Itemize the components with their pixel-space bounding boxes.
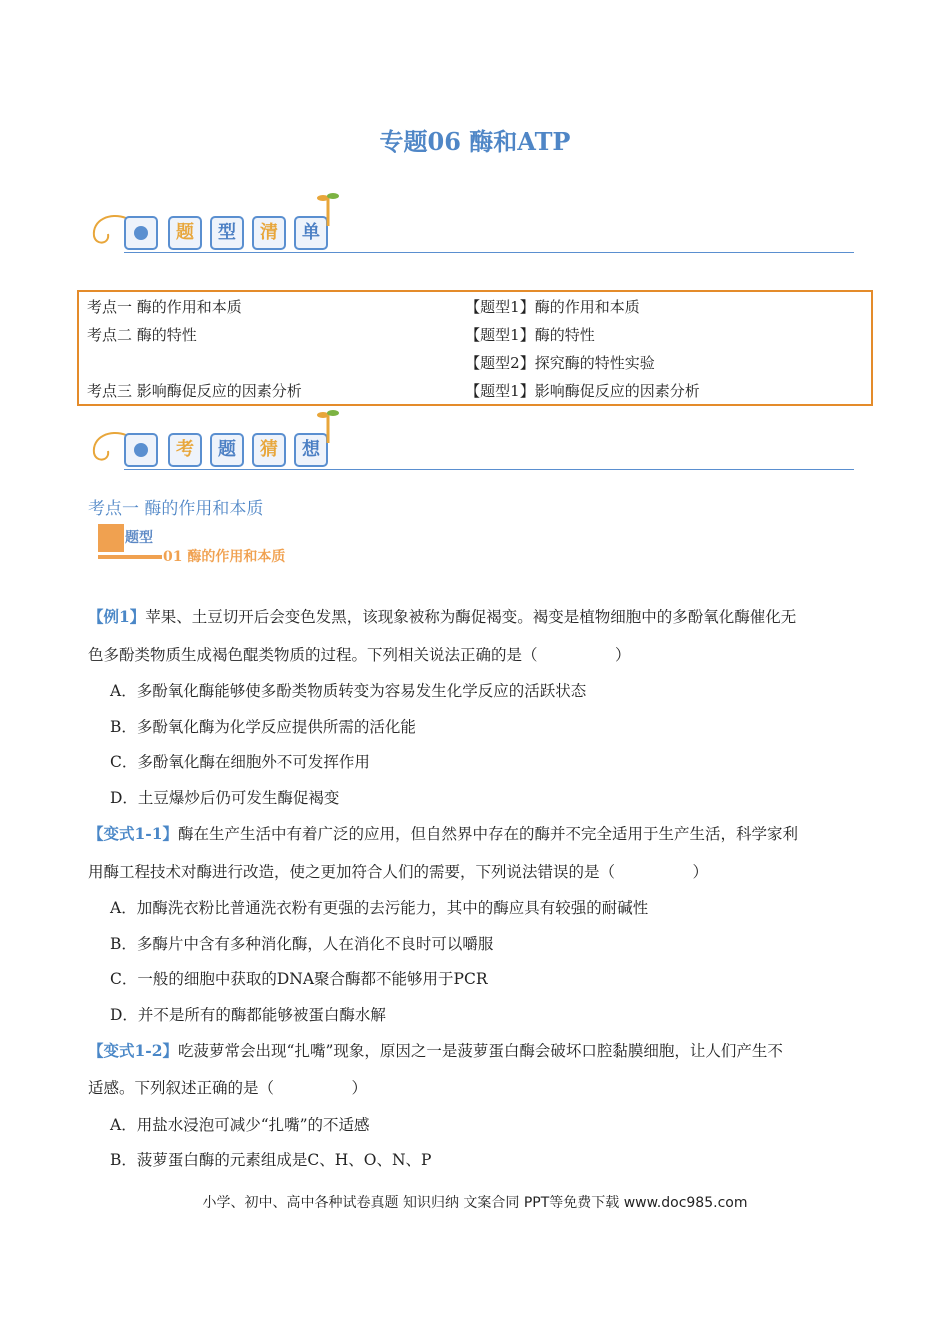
banner-char-3: 猜 [252,433,286,467]
banner-char-2: 题 [210,433,244,467]
option-c: C．一般的细胞中获取的DNA聚合酶都不能够用于PCR [110,970,488,988]
option-b: B．多酚氧化酶为化学反应提供所需的活化能 [110,718,416,736]
page-title: 专题06 酶和ATP [379,127,571,156]
topic-cell [78,348,465,376]
question-line: 色多酚类物质生成褐色醌类物质的过程。下列相关说法正确的是（ ） [88,646,631,664]
question-text: 苹果、土豆切开后会变色发黑，该现象被称为酶促褐变。褐变是植物细胞中的多酚氧化酶催化无 [145,608,797,626]
option-b: B．菠萝蛋白酶的元素组成是C、H、O、N、P [110,1151,432,1169]
option-b: B．多酶片中含有多种消化酶，人在消化不良时可以嚼服 [110,935,494,953]
badge-label: 题型 [125,530,153,546]
question-line [88,1041,858,1061]
question-tag: 【变式1-2】 [88,1041,179,1060]
question-line: 用酶工程技术对酶进行改造，使之更加符合人们的需要，下列说法错误的是（ ） [88,863,709,881]
option-a: A．用盐水浸泡可减少“扎嘴”的不适感 [110,1116,370,1134]
topic-list [77,290,873,406]
question-line: 适感。下列叙述正确的是（ ） [88,1079,368,1097]
list-row [78,291,872,320]
list-row [78,320,872,348]
type-cell: 【题型2】探究酶的特性实验 [465,353,655,372]
question-text: 吃菠萝常会出现“扎嘴”现象，原因之一是菠萝蛋白酶会破坏口腔黏膜细胞，让人们产生不 [178,1042,783,1060]
sprout-icon [316,188,340,228]
question-tag: 【例1】 [88,607,146,626]
banner-rule [124,252,854,253]
banner-char-2: 型 [210,216,244,250]
type-cell: 【题型1】影响酶促反应的因素分析 [465,381,700,400]
option-a: A．多酚氧化酶能够使多酚类物质转变为容易发生化学反应的活跃状态 [110,682,587,700]
curl-decoration-icon [88,425,128,465]
list-row [78,348,872,376]
banner-char-1: 题 [168,216,202,250]
question-text: 酶在生产生活中有着广泛的应用，但自然界中存在的酶并不完全适用于生产生活，科学家利 [178,825,799,843]
option-a: A．加酶洗衣粉比普通洗衣粉有更强的去污能力，其中的酶应具有较强的耐碱性 [110,899,649,917]
banner-char-1: 考 [168,433,202,467]
type-cell: 【题型1】酶的作用和本质 [465,297,640,316]
curl-decoration-icon [88,208,128,248]
circle-dot-icon [124,433,158,467]
option-d: D．土豆爆炒后仍可发生酶促褐变 [110,789,340,807]
question-type-badge [98,524,308,564]
page-footer: 小学、初中、高中各种试卷真题 知识归纳 文案合同 PPT等免费下载 www.doc985.com [202,1195,748,1211]
banner-char-4: 单 [294,216,328,250]
banner-char-4: 想 [294,433,328,467]
section-banner-predictions [88,405,854,475]
badge-block-icon [98,524,124,552]
badge-text: 01 酶的作用和本质 [163,549,286,565]
badge-bar [98,555,162,559]
topic-cell: 考点三 影响酶促反应的因素分析 [87,381,302,400]
list-row [78,376,872,405]
section-banner-question-types [88,188,854,258]
question-line [88,607,858,627]
circle-dot-icon [124,216,158,250]
question-line [88,824,858,844]
section-heading: 考点一 酶的作用和本质 [88,499,264,519]
type-cell: 【题型1】酶的特性 [465,325,595,344]
sprout-icon [316,405,340,445]
question-tag: 【变式1-1】 [88,824,179,843]
banner-char-3: 清 [252,216,286,250]
option-c: C．多酚氧化酶在细胞外不可发挥作用 [110,753,370,771]
topic-cell: 考点一 酶的作用和本质 [87,297,242,316]
option-d: D．并不是所有的酶都能够被蛋白酶水解 [110,1006,386,1024]
banner-rule [124,469,854,470]
topic-cell: 考点二 酶的特性 [87,325,197,344]
